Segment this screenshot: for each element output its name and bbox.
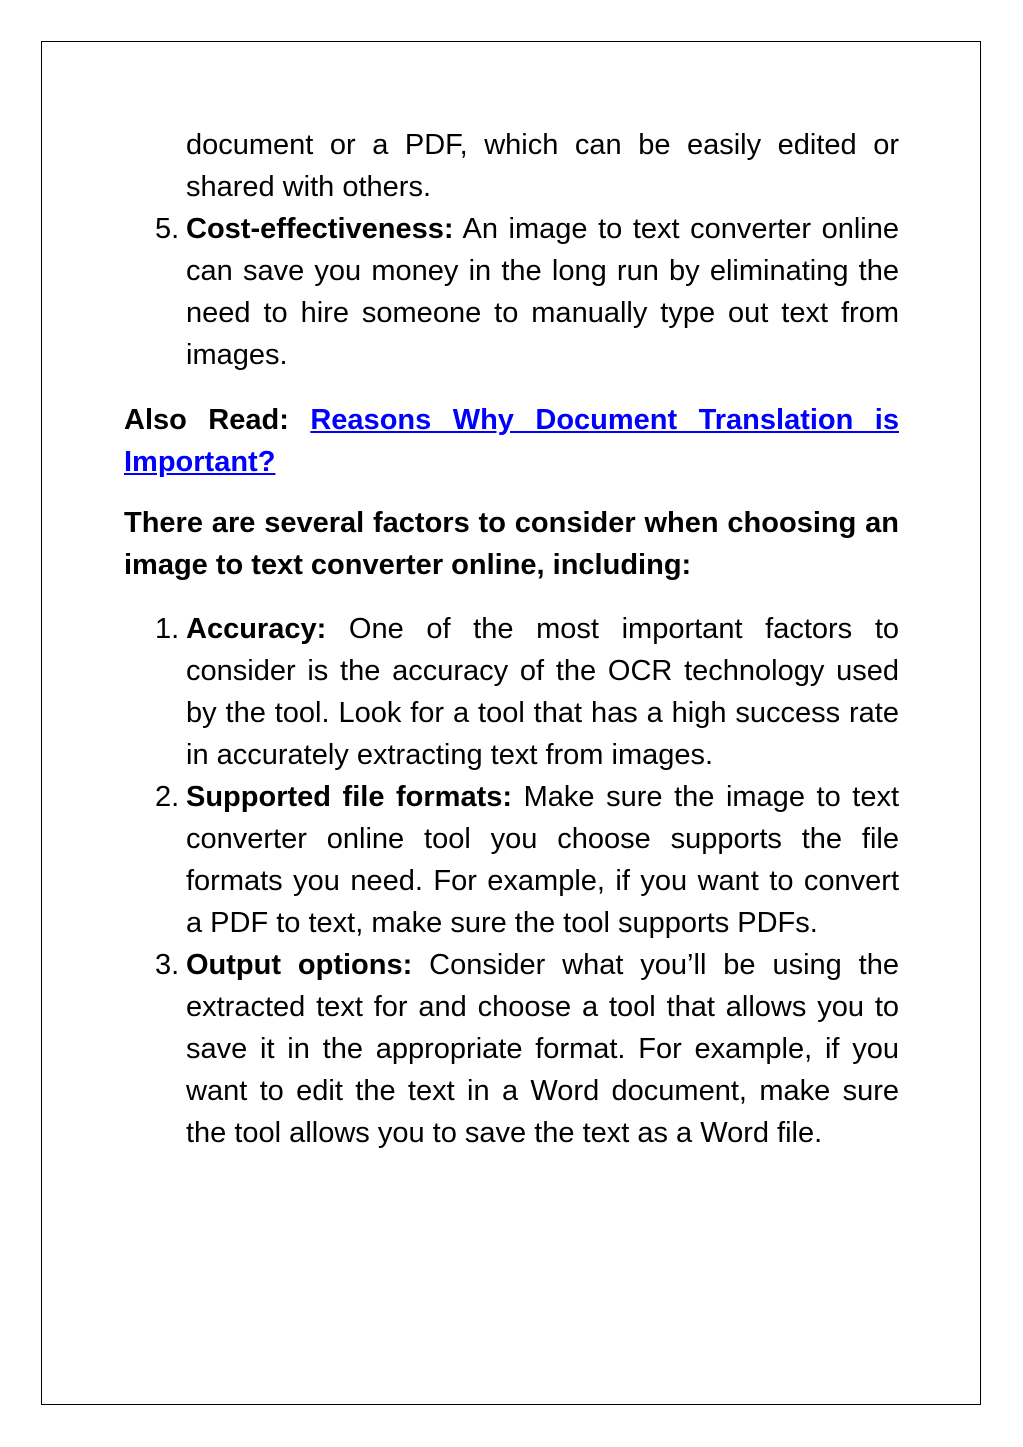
list-item xyxy=(124,776,899,944)
list-item-text: Consider what you’ll be using the extracted text for and choose a tool that allows you to save it in the appropriate format. For example, if you want to edit the text in a Word document, make sure the tool allows you to save the text as a Word file. xyxy=(186,949,899,1149)
list-item-number: 3. xyxy=(155,949,180,981)
also-read-label: Also Read: xyxy=(124,404,289,436)
list-item-continuation: document or a PDF, which can be easily edited or shared with others. xyxy=(186,129,899,203)
list-item-number: 2. xyxy=(155,781,180,813)
list-item-term: Cost-effectiveness: xyxy=(186,213,454,245)
also-read-link[interactable]: Reasons Why Document Translation is Important? xyxy=(124,404,899,478)
factors-list xyxy=(124,608,899,1154)
benefits-list xyxy=(124,208,899,376)
also-read-paragraph xyxy=(124,399,899,483)
list-item xyxy=(124,608,899,776)
list-item xyxy=(124,944,899,1154)
list-item-text: Make sure the image to text converter online tool you choose supports the file formats you need. For example, if you want to convert a PDF to text, make sure the tool supports PDFs. xyxy=(186,781,900,939)
list-item-text: One of the most important factors to consider is the accuracy of the OCR technology used by the tool. Look for a tool that has a high success rate in accurately extracting text from images. xyxy=(186,613,899,771)
list-item-term: Output options: xyxy=(186,949,413,981)
factors-heading: There are several factors to consider when choosing an image to text converter online, including: xyxy=(124,507,899,581)
list-item xyxy=(124,208,899,376)
document-content xyxy=(124,124,899,1154)
list-item-term: Accuracy: xyxy=(186,613,327,645)
list-item-term: Supported file formats: xyxy=(186,781,513,813)
list-item-text: An image to text converter online can save you money in the long run by eliminating the need to hire someone to manually type out text from images. xyxy=(186,213,899,371)
list-item-number: 1. xyxy=(155,613,180,645)
list-item-number: 5. xyxy=(155,213,180,245)
